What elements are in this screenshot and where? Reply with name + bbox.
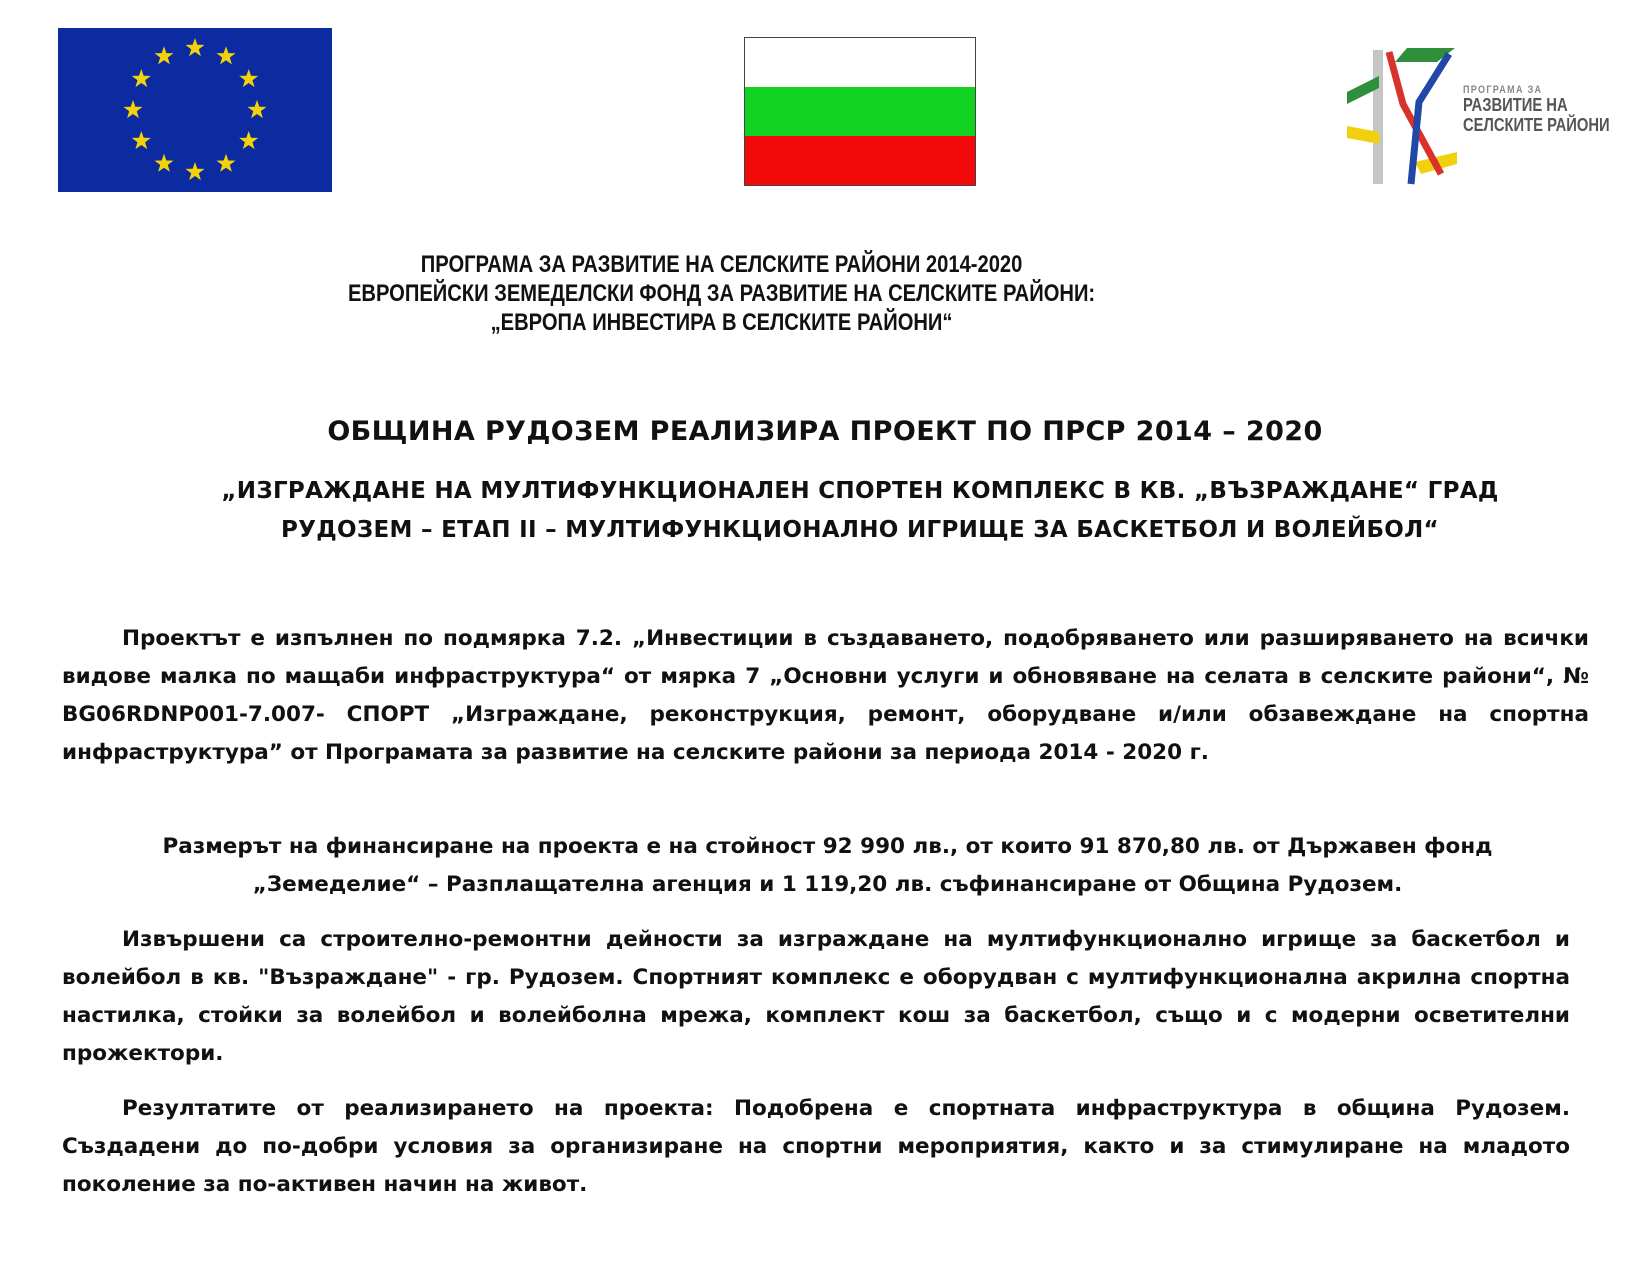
prdp-logo-text-1: РАЗВИТИЕ НА xyxy=(1463,95,1568,116)
eu-flag-icon xyxy=(58,28,332,192)
flag-stripe-green xyxy=(745,87,975,136)
paragraph-activities: Извършени са строително-ремонтни дейности за изграждане на мултифункционално игрище за баскетбол и волейбол в кв. "Възраждане" - гр. Рудозем. Спортният комплекс е оборудван с мултифункционална акрилна спортна настилка, стойки за волейбол и волейболна мрежа, комплект кош за баскетбол, също и с модерни осветителни прожектори. xyxy=(62,927,1570,1066)
program-header-line-1: ПРОГРАМА ЗА РАЗВИТИЕ НА СЕЛСКИТЕ РАЙОНИ 2014-2020 xyxy=(420,251,1023,278)
flag-stripe-white xyxy=(745,38,975,87)
rural-development-programme-logo xyxy=(1345,44,1610,186)
program-header-line-3: „ЕВРОПА ИНВЕСТИРА В СЕЛСКИТЕ РАЙОНИ“ xyxy=(490,309,953,336)
paragraph-financing: Размерът на финансиране на проекта е на стойност 92 990 лв., от които 91 870,80 лв. от Държавен фонд „Земеделие“ – Разплащателна агенция и 1 119,20 лв. съфинансиране от Община Рудозем. xyxy=(162,834,1493,897)
bulgaria-flag-icon xyxy=(744,37,976,186)
program-header-line-2: ЕВРОПЕЙСКИ ЗЕМЕДЕЛСКИ ФОНД ЗА РАЗВИТИЕ НА СЕЛСКИТЕ РАЙОНИ: xyxy=(347,280,1096,307)
prdp-logo-text-2: СЕЛСКИТЕ РАЙОНИ xyxy=(1463,114,1610,135)
project-name: „ИЗГРАЖДАНЕ НА МУЛТИФУНКЦИОНАЛЕН СПОРТЕН КОМПЛЕКС В КВ. „ВЪЗРАЖДАНЕ“ ГРАД РУДОЗЕМ – ЕТАП II – МУЛТИФУНКЦИОНАЛНО ИГРИЩЕ ЗА БАСКЕТБОЛ И ВОЛЕЙБОЛ“ xyxy=(221,478,1499,543)
paragraph-results: Резултатите от реализирането на проекта: Подобрена е спортната инфраструктура в община Рудозем. Създадени до по-добри условия за организиране на спортни мероприятия, както и за стимулиране на младото поколение за по-активен начин на живот. xyxy=(62,1096,1570,1197)
page-title: ОБЩИНА РУДОЗЕМ РЕАЛИЗИРА ПРОЕКТ ПО ПРСР 2014 – 2020 xyxy=(327,416,1323,447)
program-header xyxy=(0,250,1443,337)
prdp-logo-small-text: ПРОГРАМА ЗА xyxy=(1463,84,1543,96)
flag-stripe-red xyxy=(745,136,975,185)
paragraph-submeasure: Проектът е изпълнен по подмярка 7.2. „Инвестиции в създаването, подобряването или разширяването на всички видове малка по мащаби инфраструктура“ от мярка 7 „Основни услуги и обновяване на селата в селските райони“, № BG06RDNP001-7.007- СПОРТ „Изграждане, реконструкция, ремонт, оборудване и/или обзавеждане на спортна инфраструктура” от Програмата за развитие на селските райони за периода 2014 - 2020 г. xyxy=(62,626,1589,765)
